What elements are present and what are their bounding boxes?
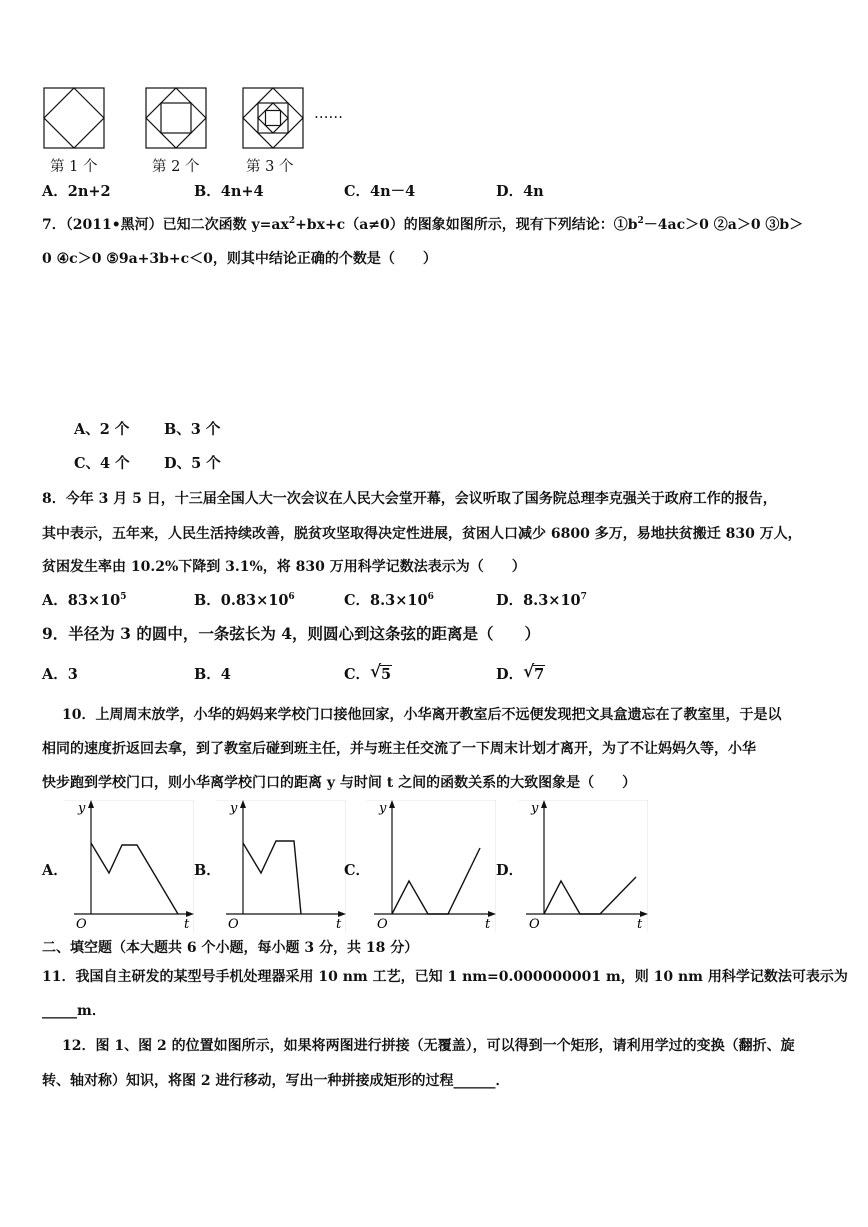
- q9-option-b[interactable]: B．4: [194, 666, 231, 683]
- y-axis-label: y: [531, 801, 539, 816]
- figure-caption-3: 第 3 个: [246, 159, 294, 175]
- y-axis-label: y: [379, 801, 387, 816]
- q10-stem-line1: 10．上周周末放学，小华的妈妈来学校门口接他回家，小华离开教室后不远便发现把文具盒遗忘在了教室里，于是以: [62, 707, 782, 723]
- pattern-ellipsis: ……: [314, 106, 343, 122]
- t-axis-label: t: [184, 917, 190, 932]
- pattern-figure-1: [43, 87, 105, 149]
- q10-graph-c[interactable]: [366, 800, 496, 932]
- q6-option-c[interactable]: C．4n－4: [344, 183, 416, 200]
- q11-stem-line1: 11．我国自主研发的某型号手机处理器采用 10 nm 工艺，已知 1 nm=0.000000001 m，则 10 nm 用科学记数法可表示为: [42, 969, 848, 985]
- q8-option-a[interactable]: A．$83\times 10^5$: [42, 592, 127, 609]
- q10-graph-d[interactable]: [518, 800, 648, 932]
- q9-option-a[interactable]: A．3: [42, 666, 78, 683]
- q8-stem-line2: 其中表示，五年来，人民生活持续改善，脱贫攻坚取得决定性进展，贫困人口减少 6800 多万，易地扶贫搬迁 830 万人，: [42, 526, 802, 542]
- q10-graph-a-label[interactable]: A．: [42, 862, 68, 879]
- q12-stem-line1: 12．图 1、图 2 的位置如图所示，如果将两图进行拼接（无覆盖），可以得到一个矩形，请利用学过的变换（翻折、旋: [62, 1038, 795, 1054]
- t-axis-label: t: [336, 917, 342, 932]
- q7-option-d[interactable]: D、5 个: [164, 455, 221, 472]
- pattern-figure-3: [242, 87, 304, 149]
- origin-label: O: [529, 917, 540, 932]
- pattern-figure-2: [145, 87, 207, 149]
- q6-option-d[interactable]: D．4n: [496, 183, 544, 200]
- t-axis-label: t: [485, 917, 491, 932]
- q8-stem-line1: 8．今年 3 月 5 日，十三届全国人大一次会议在人民大会堂开幕，会议听取了国务院总理李克强关于政府工作的报告，: [42, 491, 777, 507]
- q8-option-b[interactable]: B．$0.83\times 10^6$: [194, 592, 295, 609]
- q9-stem: 9．半径为 3 的圆中，一条弦长为 4，则圆心到这条弦的距离是（ ）: [42, 624, 541, 643]
- q10-graph-b[interactable]: [216, 800, 346, 932]
- q12-stem-line2: 转、轴对称）知识，将图 2 进行移动，写出一种拼接成矩形的过程______．: [42, 1073, 510, 1089]
- sqrt-symbol: √ 7: [523, 662, 545, 683]
- answer-blank[interactable]: _____: [42, 1003, 77, 1019]
- q9-option-d[interactable]: D． √ 7: [496, 662, 545, 683]
- q9-option-c[interactable]: C． √ 5: [344, 662, 392, 683]
- q10-graph-d-label[interactable]: D．: [496, 862, 524, 879]
- section-heading: 二、填空题（本大题共 6 个小题，每小题 3 分，共 18 分）: [42, 940, 419, 956]
- q7-stem-line1: 7．（2011•黑河）已知二次函数 $y=ax^2+bx+c(a\ne 0)$的图象如图所示，现有下列结论：$①b^2-4ac>0$ ②a＞0 ③b＞: [42, 216, 804, 233]
- origin-label: O: [76, 917, 87, 932]
- sqrt-symbol: √ 5: [370, 662, 392, 683]
- q10-stem-line3: 快步跑到学校门口，则小华离学校门口的距离 y 与时间 t 之间的函数关系的大致图象是（ ）: [42, 775, 637, 791]
- q7-option-c[interactable]: C、4 个: [74, 455, 130, 472]
- q8-option-c[interactable]: C．$8.3\times 10^6$: [344, 592, 434, 609]
- q10-graph-a[interactable]: [64, 800, 194, 932]
- q10-graph-c-label[interactable]: C．: [344, 862, 371, 879]
- q7-stem-line2: 0 ④c＞0 ⑤9a+3b+c＜0，则其中结论正确的个数是（ ）: [42, 251, 437, 267]
- origin-label: O: [228, 917, 239, 932]
- y-axis-label: y: [78, 801, 86, 816]
- q8-option-d[interactable]: D．$8.3\times 10^7$: [496, 592, 587, 609]
- figure-caption-1: 第 1 个: [50, 159, 98, 175]
- q7-option-a[interactable]: A、2 个: [74, 421, 130, 438]
- q7-option-b[interactable]: B、3 个: [164, 421, 221, 438]
- q10-graph-b-label[interactable]: B．: [194, 862, 221, 879]
- t-axis-label: t: [637, 917, 643, 932]
- q11-stem-line2: _____m．: [42, 1003, 106, 1019]
- y-axis-label: y: [230, 801, 238, 816]
- q10-stem-line2: 相同的速度折返回去拿，到了教室后碰到班主任，并与班主任交流了一下周末计划才离开，为了不让妈妈久等，小华: [42, 741, 756, 757]
- q6-option-a[interactable]: A．2n+2: [42, 183, 111, 200]
- q8-stem-line3: 贫困发生率由 10.2%下降到 3.1%，将 830 万用科学记数法表示为（ ）: [42, 559, 526, 575]
- origin-label: O: [377, 917, 388, 932]
- figure-caption-2: 第 2 个: [152, 159, 200, 175]
- q6-option-b[interactable]: B．4n+4: [194, 183, 264, 200]
